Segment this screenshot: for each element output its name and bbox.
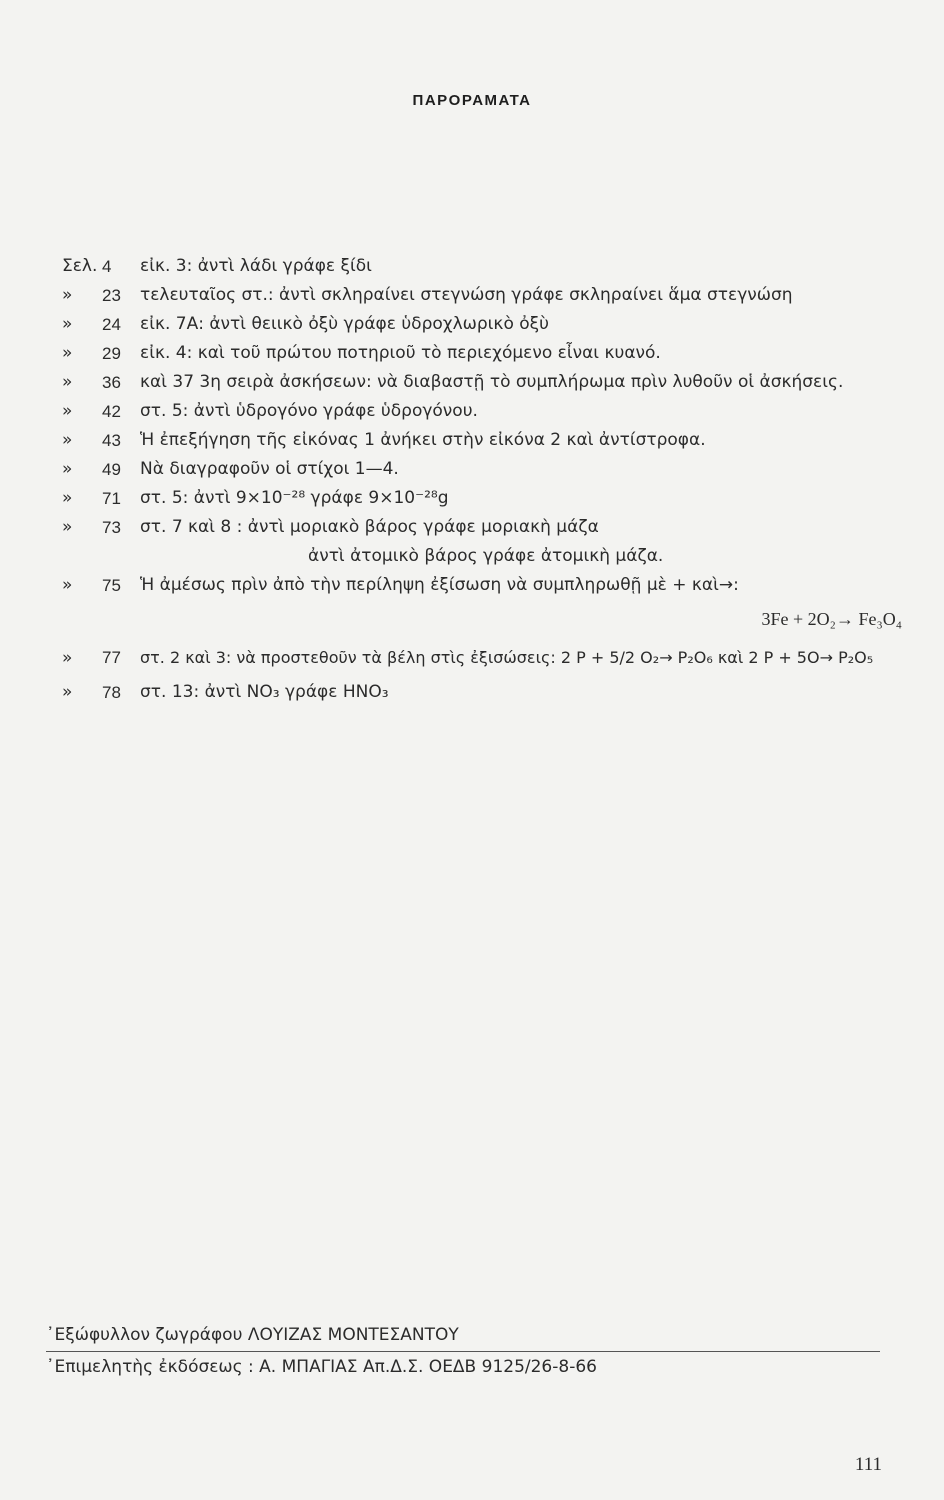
errata-entry [62, 397, 902, 426]
entry-page-number: 42 [102, 402, 121, 421]
entry-marker: » [62, 648, 73, 668]
errata-entry [62, 281, 902, 310]
entry-text: στ. 5: ἀντὶ ὑδρογόνο γράφε ὑδρογόνου. [140, 401, 478, 421]
entry-page-number: 43 [102, 431, 121, 450]
entry-text: εἰκ. 7Α: ἀντὶ θειικὸ ὀξὺ γράφε ὑδροχλωρικὸ ὀξὺ [140, 314, 549, 334]
errata-entry [62, 426, 902, 455]
entry-marker: Σελ. [62, 256, 98, 276]
errata-entry [62, 368, 902, 397]
entry-page-number: 78 [102, 683, 121, 702]
entry-page-number: 24 [102, 315, 121, 334]
errata-entry [62, 571, 902, 600]
entry-text: τελευταῖος στ.: ἀντὶ σκληραίνει στεγνώση γράφε σκληραίνει ἅμα στεγνώση [140, 285, 793, 305]
entry-marker: » [62, 314, 73, 334]
entry-page-number: 36 [102, 373, 121, 392]
equation-line: 3Fe + 2O₂→ Fe₃O₄ [761, 609, 902, 629]
errata-entry [62, 484, 902, 513]
editor-credit: ᾿Επιμελητὴς ἐκδόσεως : Α. ΜΠΑΓΙΑΣ Απ.Δ.Σ. ΟΕΔΒ 9125/26-8-66 [46, 1357, 597, 1377]
entry-text: στ. 13: ἀντὶ NO₃ γράφε HNO₃ [140, 682, 389, 702]
entry-page-number: 29 [102, 344, 121, 363]
errata-entry [62, 638, 902, 678]
entry-marker: » [62, 682, 73, 702]
errata-entry-continuation [62, 542, 902, 571]
cover-artist-credit: ᾿Εξώφυλλον ζωγράφου ΛΟΥΙΖΑΣ ΜΟΝΤΕΣΑΝΤΟΥ [46, 1325, 459, 1345]
entry-page-number: 75 [102, 576, 121, 595]
errata-entry [62, 252, 902, 281]
entry-text: καὶ 37 3η σειρὰ ἀσκήσεων: νὰ διαβαστῇ τὸ συμπλήρωμα πρὶν λυθοῦν οἱ ἀσκήσεις. [140, 372, 844, 392]
page-title: ΠΑΡΟΡΑΜΑΤΑ [412, 92, 532, 109]
errata-entry [62, 513, 902, 542]
entry-text: Νὰ διαγραφοῦν οἱ στίχοι 1—4. [140, 459, 399, 479]
errata-entry [62, 455, 902, 484]
credits-footer [46, 1322, 884, 1382]
entry-text: στ. 5: ἀντὶ 9×10⁻²⁸ γράφε 9×10⁻²⁸g [140, 488, 449, 508]
entry-text: Ἡ ἐπεξήγηση τῆς εἰκόνας 1 ἀνήκει στὴν εἰκόνα 2 καὶ ἀντίστροφα. [140, 430, 706, 450]
entry-text: εἰκ. 3: ἀντὶ λάδι γράφε ξίδι [140, 256, 372, 276]
entry-marker: » [62, 285, 73, 305]
entry-text: στ. 2 καὶ 3: νὰ προστεθοῦν τὰ βέλη στὶς ἐξισώσεις: 2 P + 5/2 O₂→ P₂O₆ καὶ 2 P + 5O→ P₂O₅ [140, 648, 874, 667]
entry-text: εἰκ. 4: καὶ τοῦ πρώτου ποτηριοῦ τὸ περιεχόμενο εἶναι κυανό. [140, 343, 661, 363]
entry-page-number: 77 [102, 648, 121, 667]
errata-entry [62, 678, 902, 707]
page-number: 111 [854, 1454, 882, 1475]
entry-marker: » [62, 401, 73, 421]
entry-marker: » [62, 575, 73, 595]
entry-text: Ἡ ἀμέσως πρὶν ἀπὸ τὴν περίληψη ἐξίσωση νὰ συμπληρωθῇ μὲ + καὶ→: [140, 575, 739, 595]
entry-page-number: 4 [102, 257, 112, 276]
entry-page-number: 49 [102, 460, 121, 479]
entry-marker: » [62, 372, 73, 392]
entry-marker: » [62, 459, 73, 479]
entry-text: ἀντὶ ἀτομικὸ βάρος γράφε ἀτομικὴ μάζα. [308, 546, 664, 566]
errata-entry [62, 310, 902, 339]
entry-marker: » [62, 430, 73, 450]
entry-page-number: 71 [102, 489, 121, 508]
errata-entry [62, 339, 902, 368]
entry-text: στ. 7 καὶ 8 : ἀντὶ μοριακὸ βάρος γράφε μοριακὴ μάζα [140, 517, 599, 537]
entry-marker: » [62, 343, 73, 363]
entry-marker: » [62, 517, 73, 537]
errata-list [62, 252, 902, 707]
entry-page-number: 23 [102, 286, 121, 305]
entry-page-number: 73 [102, 518, 121, 537]
entry-marker: » [62, 488, 73, 508]
